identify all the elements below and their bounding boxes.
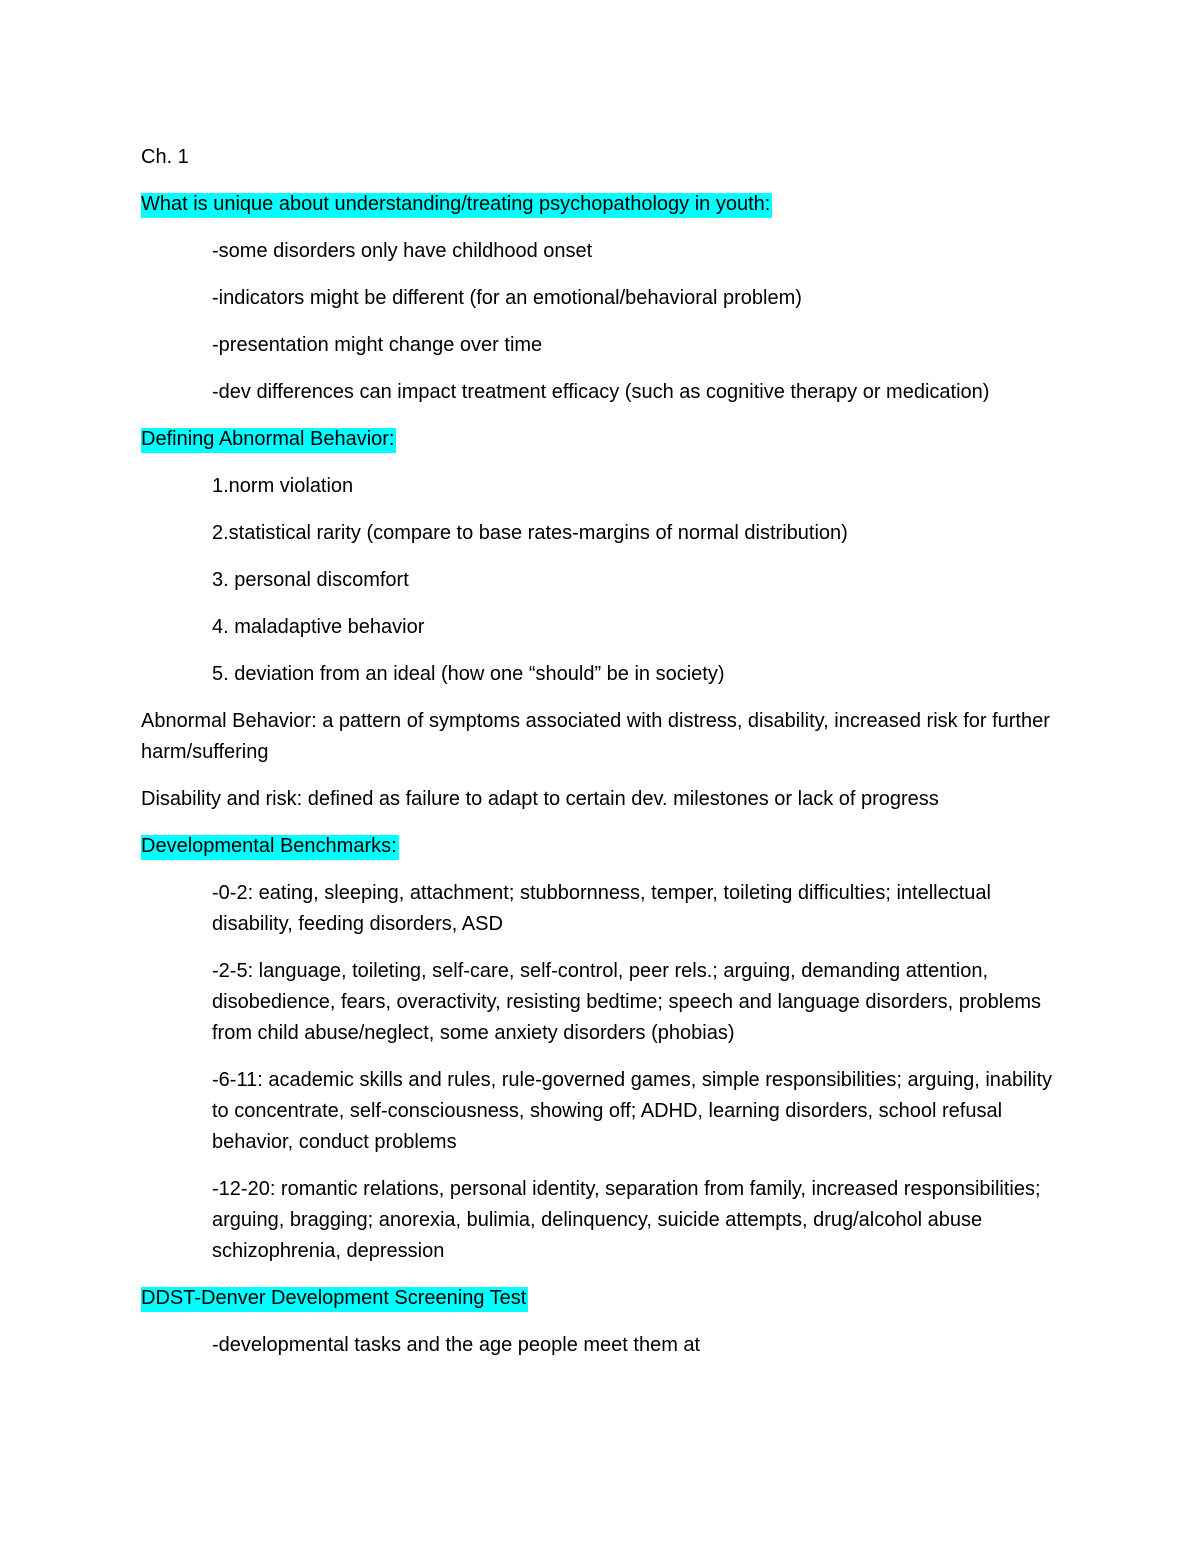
list-item: -2-5: language, toileting, self-care, self-control, peer rels.; arguing, demanding attention, disobedience, fears, overactivity, resisting bedtime; speech and language disorders, problems from child abuse/neglect, some anxiety disorders (phobias): [212, 960, 1041, 1044]
section-heading-benchmarks: [141, 831, 1060, 862]
list-item: -developmental tasks and the age people meet them at: [212, 1334, 701, 1356]
list-item: 3. personal discomfort: [212, 569, 409, 591]
section-heading-ddst: [141, 1283, 1060, 1314]
list-item: 1.norm violation: [212, 475, 354, 497]
highlighted-text: DDST-Denver Development Screening Test: [141, 1287, 528, 1312]
list-item: 4. maladaptive behavior: [212, 616, 425, 638]
highlighted-text: What is unique about understanding/treating psychopathology in youth:: [141, 193, 772, 218]
list-item: -indicators might be different (for an emotional/behavioral problem): [212, 287, 802, 309]
list-item: -some disorders only have childhood onset: [212, 240, 593, 262]
chapter-title: Ch. 1: [141, 146, 189, 168]
section-heading-defining: [141, 424, 1060, 455]
list-item: -6-11: academic skills and rules, rule-governed games, simple responsibilities; arguing, inability to concentrate, self-consciousness, showing off; ADHD, learning disorders, school refusal behavior, conduct problems: [212, 1069, 1053, 1153]
list-item: 5. deviation from an ideal (how one “should” be in society): [212, 663, 725, 685]
disability-risk-definition: Disability and risk: defined as failure to adapt to certain dev. milestones or lack of progress: [141, 788, 939, 810]
list-item: -dev differences can impact treatment efficacy (such as cognitive therapy or medication): [212, 381, 990, 403]
abnormal-behavior-definition: Abnormal Behavior: a pattern of symptoms associated with distress, disability, increased risk for further harm/suffering: [141, 710, 1050, 763]
list-item: -0-2: eating, sleeping, attachment; stubbornness, temper, toileting difficulties; intellectual disability, feeding disorders, ASD: [212, 882, 991, 935]
section-heading-unique: [141, 189, 1060, 220]
list-item: -12-20: romantic relations, personal identity, separation from family, increased responsibilities; arguing, bragging; anorexia, bulimia, delinquency, suicide attempts, drug/alcohol abuse schizophrenia, depression: [212, 1178, 1041, 1262]
list-item: -presentation might change over time: [212, 334, 543, 356]
highlighted-text: Defining Abnormal Behavior:: [141, 428, 396, 453]
highlighted-text: Developmental Benchmarks:: [141, 835, 399, 860]
list-item: 2.statistical rarity (compare to base rates-margins of normal distribution): [212, 522, 848, 544]
